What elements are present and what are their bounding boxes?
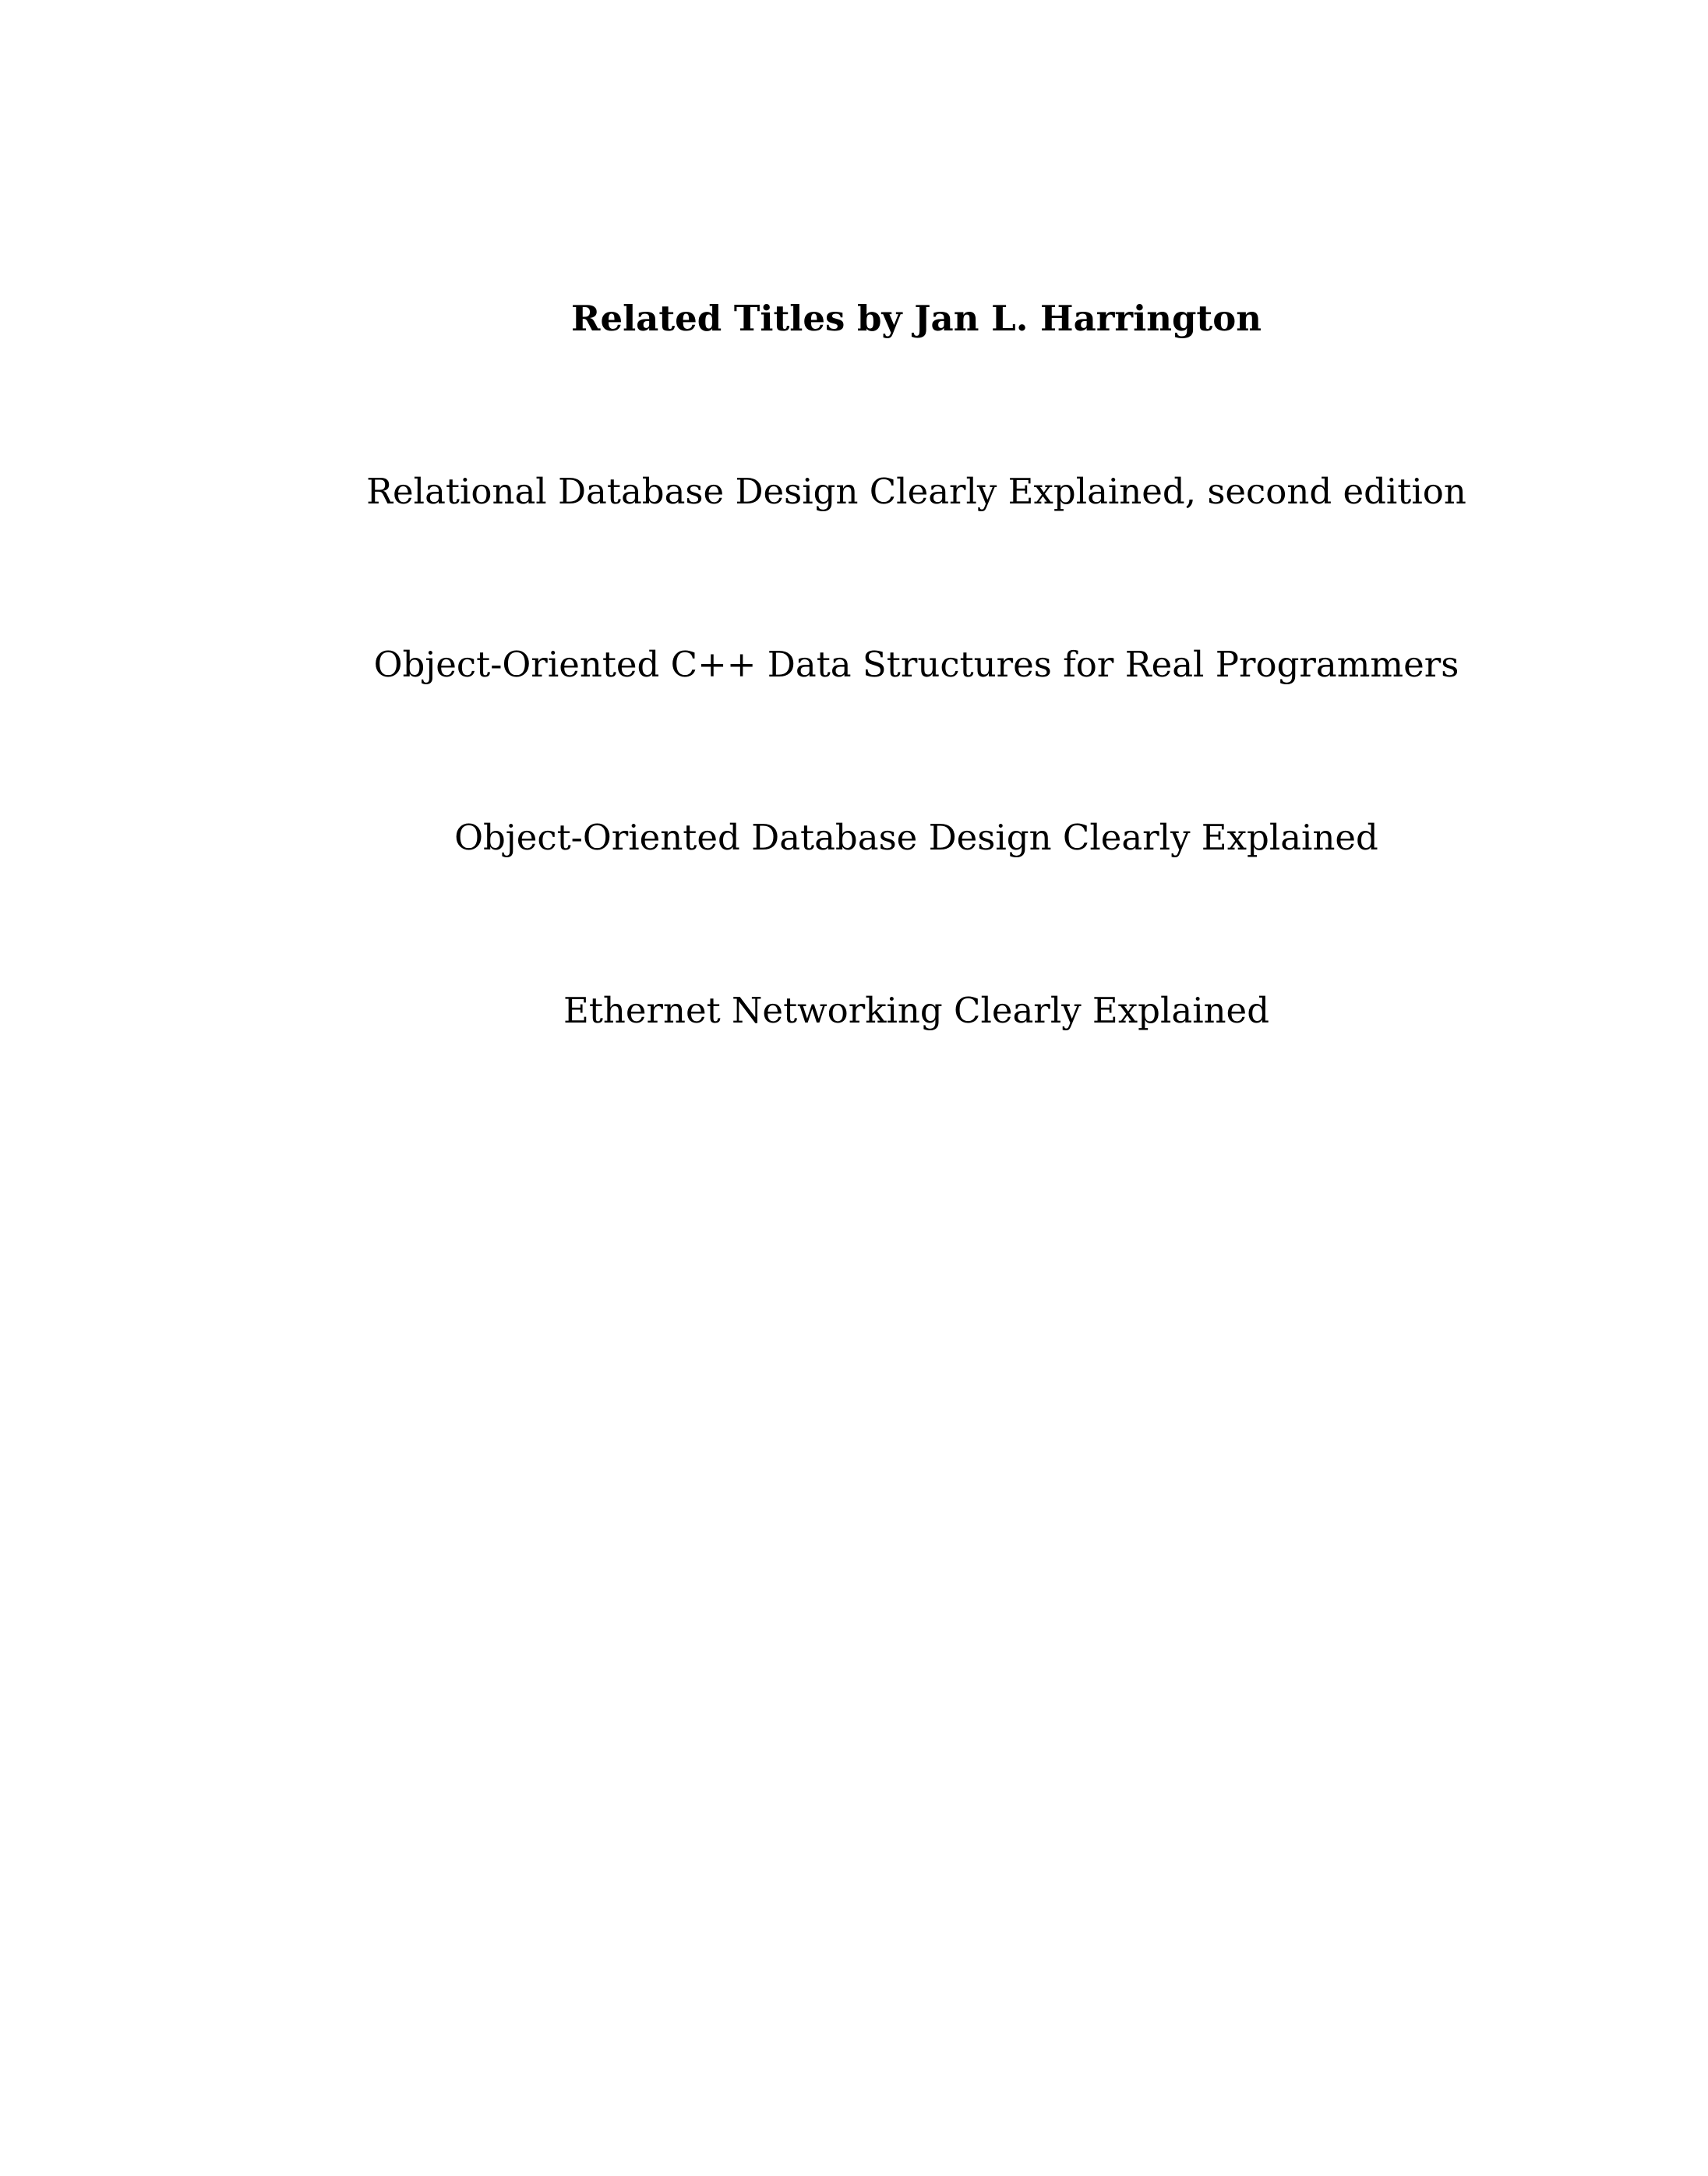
page-heading: Related Titles by Jan L. Harrington xyxy=(571,298,1262,339)
related-title-2: Object-Oriented C++ Data Structures for Real Programmers xyxy=(373,644,1459,685)
related-title-1: Relational Database Design Clearly Explained, second edition xyxy=(366,471,1466,512)
related-title-3: Object-Oriented Database Design Clearly Explained xyxy=(454,817,1378,858)
related-title-4: Ethernet Networking Clearly Explained xyxy=(563,990,1269,1031)
